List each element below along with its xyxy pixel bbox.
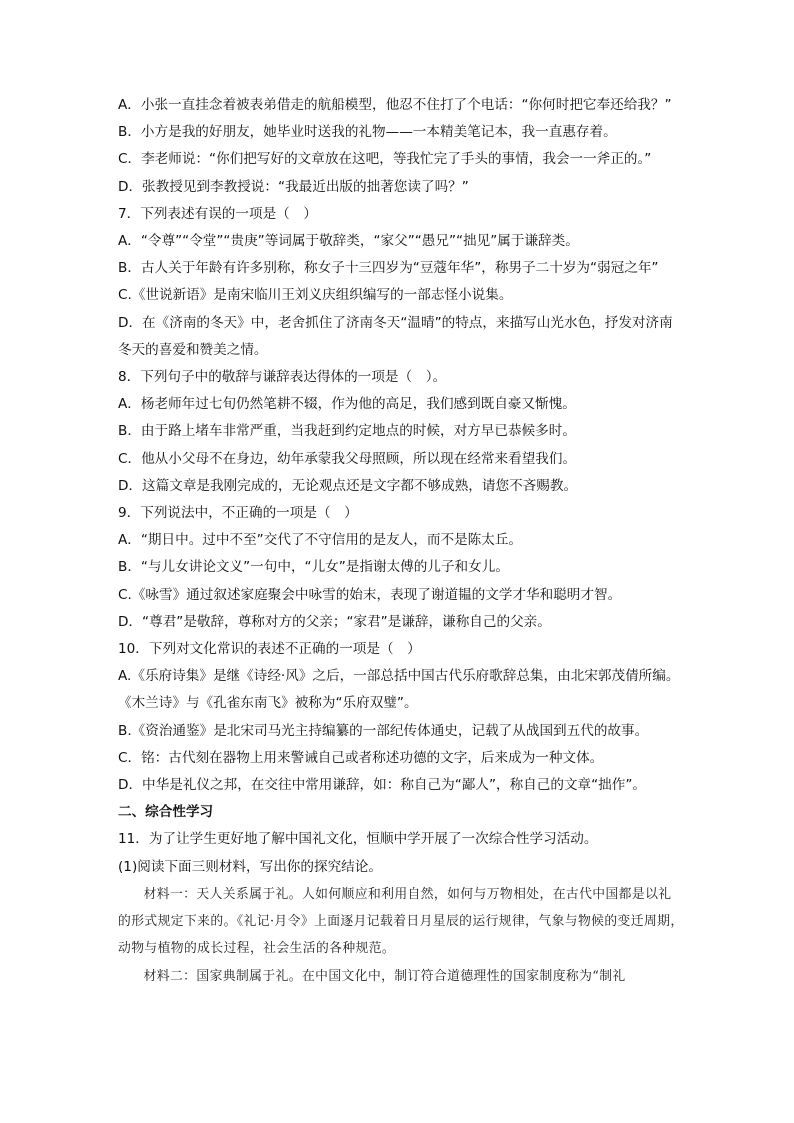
q9-option-d: D．“尊君”是敬辞，尊称对方的父亲；“家君”是谦辞，谦称自己的父亲。 (118, 613, 551, 630)
question-8 (118, 364, 684, 500)
q11-subquestion-1: (1)阅读下面三则材料，写出你的探究结论。 (118, 858, 382, 875)
q7-option-d: D．在《济南的冬天》中，老舍抓住了济南冬天“温晴”的特点，来描写山光水色，抒发对济南冬天的喜爱和赞美之情。 (118, 314, 673, 358)
section-comprehensive-study (118, 799, 684, 989)
q10-option-b: B.《资治通鉴》是北宋司马光主持编纂的一部纪传体通史，记载了从战国到五代的故事。 (118, 722, 649, 739)
q7-stem: 7．下列表述有误的一项是（ ） (118, 205, 317, 222)
q8-option-b: B．由于路上堵车非常严重，当我赶到约定地点的时候，对方早已恭候多时。 (118, 423, 576, 440)
q10-option-d: D．中华是礼仪之邦，在交往中常用谦辞，如：称自己为“鄙人”，称自己的文章“拙作”。 (118, 777, 647, 794)
exam-page (118, 92, 684, 990)
question-10 (118, 636, 684, 799)
q10-option-c: C．铭：古代刻在器物上用来警诫自己或者称述功德的文字，后来成为一种文体。 (118, 749, 604, 766)
section-heading: 二、综合性学习 (118, 804, 214, 821)
material-2: 材料二：国家典制属于礼。在中国文化中，制订符合道德理性的国家制度称为“制礼 (143, 968, 626, 984)
q10-stem: 10．下列对文化常识的表述不正确的一项是（ ） (118, 641, 421, 658)
q7-option-a: A．“令尊”“令堂”“贵庚”等词属于敬辞类，“家父”“愚兄”“拙见”属于谦辞类。 (118, 233, 579, 250)
q10-option-a: A.《乐府诗集》是继《诗经·风》之后，一部总括中国古代乐府歌辞总集，由北宋郭茂倩所编。《木兰诗》与《孔雀东南飞》被称为“乐府双璧”。 (118, 668, 680, 712)
q9-option-b: B．“与儿女讲论文义”一句中，“儿女”是指谢太傅的儿子和女儿。 (118, 559, 509, 576)
question-7 (118, 201, 684, 364)
q8-option-c: C．他从小父母不在身边，幼年承蒙我父母照顾，所以现在经常来看望我们。 (118, 450, 577, 467)
q8-option-d: D．这篇文章是我刚完成的，无论观点还是文字都不够成熟，请您不吝赐教。 (118, 477, 578, 494)
q6-option-b: B．小方是我的好朋友，她毕业时送我的礼物——一本精美笔记本，我一直惠存着。 (118, 124, 617, 141)
q6-option-a: A．小张一直挂念着被表弟借走的航船模型，他忍不住打了个电话：“你何时把它奉还给我？” (118, 97, 672, 113)
q8-stem: 8．下列句子中的敬辞与谦辞表达得体的一项是（ ）。 (118, 369, 447, 386)
question-6-options (118, 92, 684, 201)
reading-materials (118, 881, 684, 990)
q9-option-a: A．“期日中。过中不至”交代了不守信用的是友人，而不是陈太丘。 (118, 532, 523, 549)
q6-option-d: D．张教授见到李教授说：“我最近出版的拙著您读了吗？” (118, 178, 469, 195)
material-1: 材料一：天人关系属于礼。人如何顺应和利用自然，如何与万物相处，在古代中国都是以礼的形式规定下来的。《礼记·月令》上面逐月记载着日月星辰的运行规律，气象与物候的变迁周期，动物与植物的成长过程，社会生活的各种规范。 (118, 886, 684, 957)
q9-stem: 9．下列说法中，不正确的一项是（ ） (118, 505, 358, 522)
q11-stem: 11．为了让学生更好地了解中国礼文化，恒顺中学开展了一次综合性学习活动。 (118, 831, 598, 848)
q7-option-c: C.《世说新语》是南宋临川王刘义庆组织编写的一部志怪小说集。 (118, 287, 513, 304)
q6-option-c: C．李老师说：“你们把写好的文章放在这吧，等我忙完了手头的事情，我会一一斧正的。” (118, 151, 652, 168)
q7-option-b: B．古人关于年龄有许多别称，称女子十三四岁为“豆蔻年华”，称男子二十岁为“弱冠之年” (118, 260, 659, 277)
question-9 (118, 500, 684, 636)
q9-option-c: C.《咏雪》通过叙述家庭聚会中咏雪的始末，表现了谢道韫的文学才华和聪明才智。 (118, 586, 622, 603)
q8-option-a: A．杨老师年过七旬仍然笔耕不辍，作为他的高足，我们感到既自豪又惭愧。 (118, 396, 576, 413)
